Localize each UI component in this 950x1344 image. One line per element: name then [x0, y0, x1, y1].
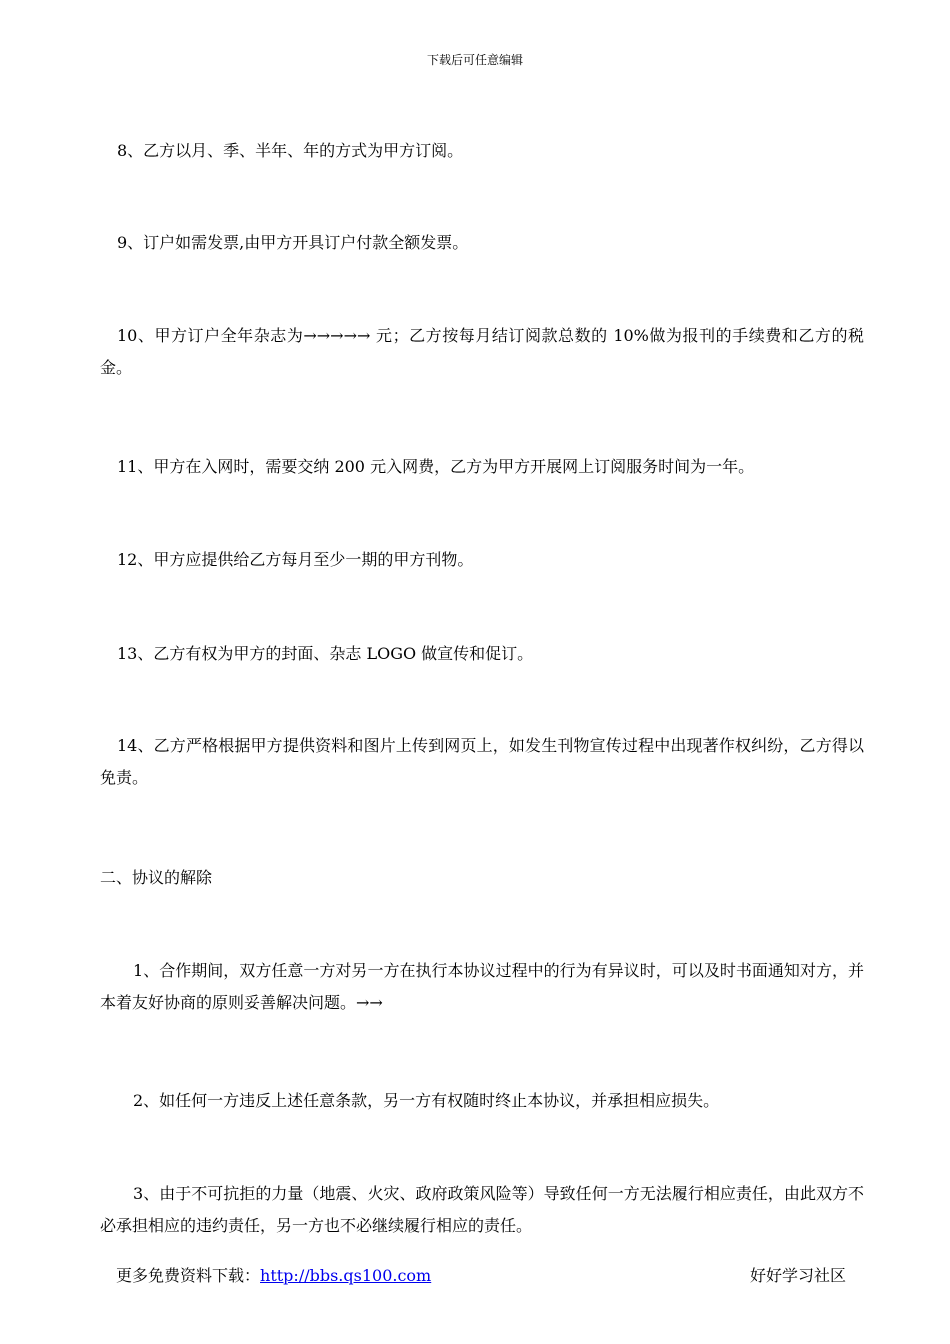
clause-9: 9、订户如需发票,由甲方开具订户付款全额发票。 [117, 233, 469, 252]
clause-14: 14、乙方严格根据甲方提供资料和图片上传到网页上，如发生刊物宣传过程中出现著作权纠纷，乙方得以免责。 [100, 736, 864, 787]
termination-clause-1: 1、合作期间，双方任意一方对另一方在执行本协议过程中的行为有异议时，可以及时书面通知对方，并本着友好协商的原则妥善解决问题。→→ [100, 961, 864, 1012]
clause-10: 10、甲方订户全年杂志为→→→→→ 元；乙方按每月结订阅款总数的 10%做为报刊的手续费和乙方的税金。 [100, 326, 864, 377]
footer-prefix: 更多免费资料下载： [116, 1266, 261, 1285]
clause-11: 11、甲方在入网时，需要交纳 200 元入网费，乙方为甲方开展网上订阅服务时间为一年。 [117, 457, 755, 476]
footer-community: 好好学习社区 [750, 1266, 847, 1285]
footer-download-note [116, 1266, 431, 1286]
termination-clause-2: 2、如任何一方违反上述任意条款，另一方有权随时终止本协议，并承担相应损失。 [133, 1091, 720, 1110]
termination-clause-3: 3、由于不可抗拒的力量（地震、火灾、政府政策风险等）导致任何一方无法履行相应责任，由此双方不必承担相应的违约责任，另一方也不必继续履行相应的责任。 [100, 1184, 864, 1235]
clause-13: 13、乙方有权为甲方的封面、杂志 LOGO 做宣传和促订。 [117, 644, 534, 663]
clause-12: 12、甲方应提供给乙方每月至少一期的甲方刊物。 [117, 550, 474, 569]
section-heading-termination: 二、协议的解除 [100, 868, 213, 887]
clause-8: 8、乙方以月、季、半年、年的方式为甲方订阅。 [117, 141, 464, 160]
footer-link[interactable]: http://bbs.qs100.com [260, 1266, 432, 1285]
page-header: 下载后可任意编辑 [426, 53, 523, 67]
